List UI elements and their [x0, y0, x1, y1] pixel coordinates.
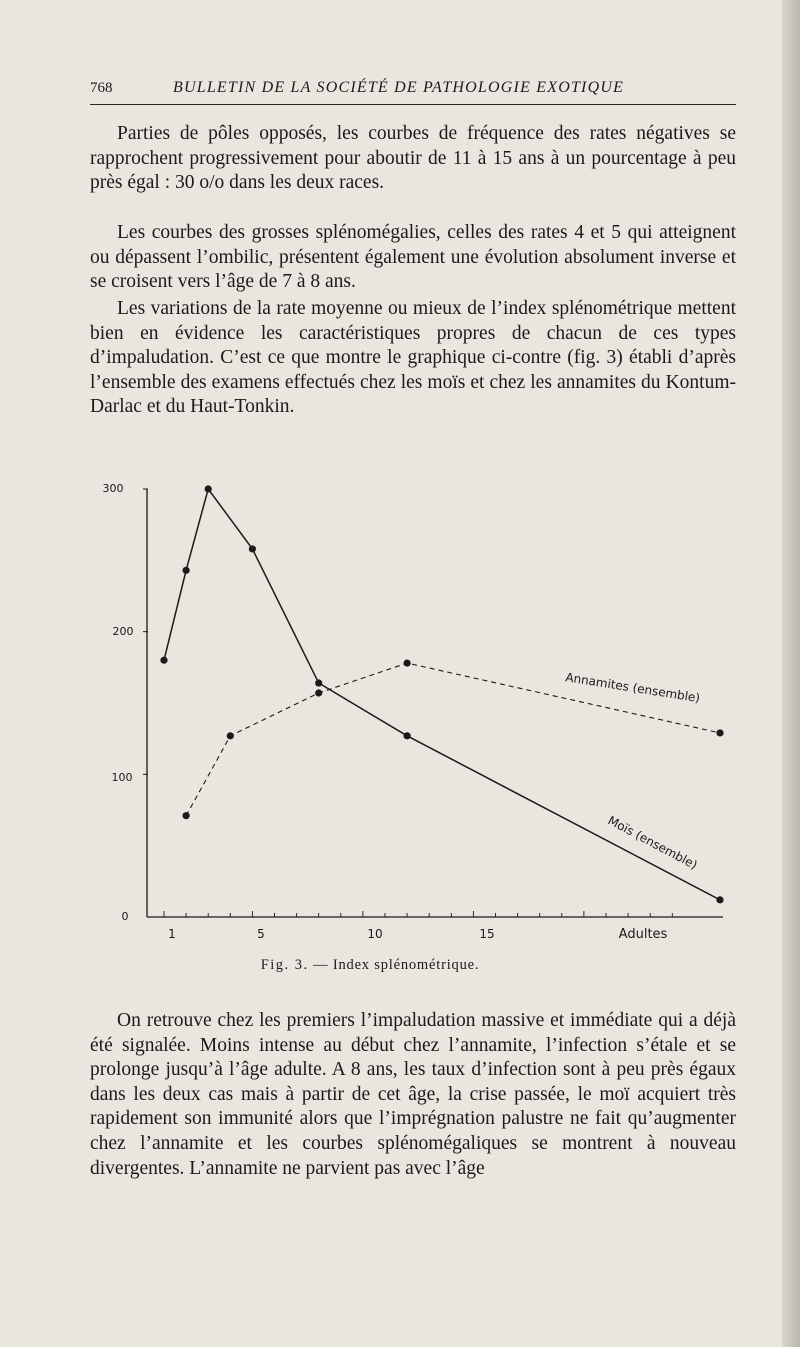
page-number: 768	[90, 80, 113, 96]
splenometric-index-chart	[95, 472, 755, 942]
y-tick-labels	[103, 482, 134, 923]
annamites-point-0	[183, 812, 190, 819]
figure-caption-label: Fig. 3.	[260, 957, 309, 973]
mois-series-label: Moïs (ensemble)	[605, 813, 700, 873]
chart-axes	[143, 489, 723, 917]
y-tick-label-0: 0	[121, 910, 129, 923]
x-tick-label-10: 10	[367, 927, 383, 941]
mois-point-0	[160, 657, 167, 664]
mois-point-1	[183, 567, 190, 574]
y-tick-label-300: 300	[102, 482, 124, 495]
paragraph-2: Les courbes des grosses splénomégalies, celles des rates 4 et 5 qui atteignent ou dépassent l’ombilic, présentent également une évolution absolument inverse et se croisent vers l’âge de 7 à 8 ans.	[90, 222, 736, 293]
annamites-point-4	[716, 729, 723, 736]
y-tick-label-100: 100	[111, 771, 133, 784]
mois-point-4	[315, 679, 322, 686]
paragraph-3: Les variations de la rate moyenne ou mieux de l’index splénométrique mettent bien en évidence les caractéristiques propres de chacun de ces types d’impaludation. C’est ce que montre le graphique ci-contre (fig. 3) établi d’après l’ensemble des examens effectués chez les moïs et chez les annamites du Kontum-Darlac et du Haut-Tonkin.	[90, 298, 736, 418]
mois-point-6	[716, 896, 723, 903]
annamites-point-3	[404, 659, 411, 666]
annamites-point-2	[315, 689, 322, 696]
paragraph-1: Parties de pôles opposés, les courbes de fréquence des rates négatives se rapprochent progressivement pour aboutir de 11 à 15 ans à un pourcentage à peu près égal : 30 o/o dans les deux races.	[90, 123, 736, 194]
x-tick-label-adultes: Adultes	[618, 927, 668, 942]
x-tick-label-1: 1	[168, 927, 176, 941]
figure-caption	[0, 957, 740, 974]
mois-point-5	[404, 732, 411, 739]
annamites-point-1	[227, 732, 234, 739]
page-edge	[782, 0, 800, 1347]
x-tick-labels	[168, 927, 667, 942]
running-header	[90, 78, 736, 105]
paragraph-4: On retrouve chez les premiers l’impaludation massive et immédiate qui a déjà été signalée. Moins intense au début chez l’annamite, l’infection s’étale et se prolonge jusqu’à l’âge adulte. A 8 ans, les taux d’infection sont à peu près égaux dans les deux cas mais à partir de cet âge, la crise passée, le moï acquiert très rapidement son immunité alors que l’imprégnation palustre ne fait qu’augmenter chez l’annamite et les courbes splénomégaliques se montrent à nouveau divergentes. L’annamite ne parvient pas avec l’âge	[90, 1010, 736, 1179]
running-title: BULLETIN DE LA SOCIÉTÉ DE PATHOLOGIE EXOTIQUE	[173, 79, 625, 96]
mois-point-2	[205, 485, 212, 492]
x-tick-label-15: 15	[479, 927, 495, 941]
y-tick-label-200: 200	[112, 625, 134, 638]
figure-caption-text: — Index splénométrique.	[313, 957, 480, 973]
x-tick-label-5: 5	[257, 927, 265, 941]
annamites-series-label: Annamites (ensemble)	[564, 670, 702, 706]
mois-point-3	[249, 545, 256, 552]
